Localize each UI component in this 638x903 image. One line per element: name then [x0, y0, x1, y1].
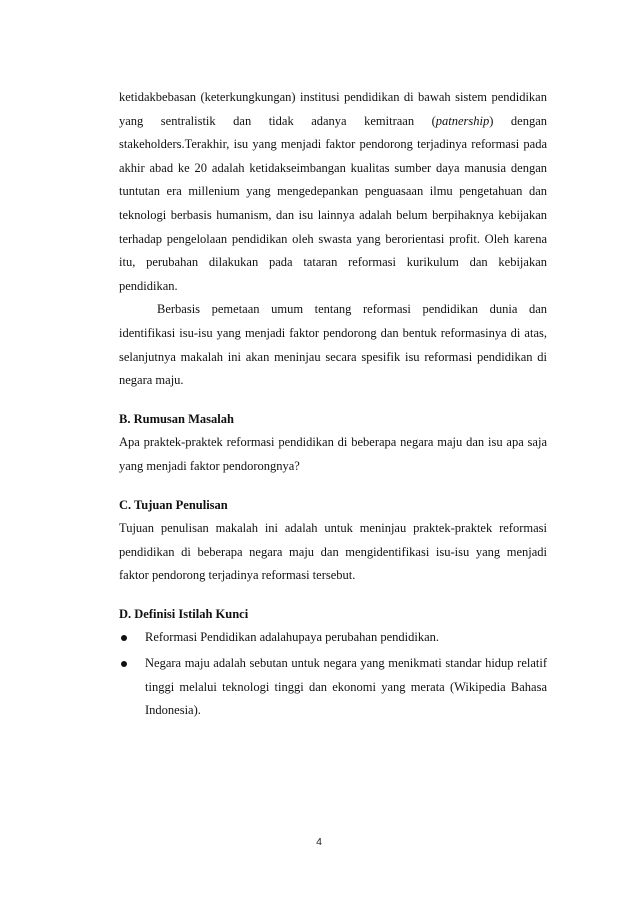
definition-item — [119, 652, 547, 723]
section-spacer — [119, 393, 547, 408]
section-spacer — [119, 479, 547, 494]
paragraph-1-text: ketidakbebasan (keterkungkungan) institusi pendidikan di bawah sistem pendidikan yang sentralistik dan tidak adanya kemitraan ( — [119, 90, 547, 128]
section-b-heading: B. Rumusan Masalah — [119, 411, 234, 426]
page-number: 4 — [316, 836, 322, 848]
section-c-text: Tujuan penulisan makalah ini adalah untuk meninjau praktek-praktek reformasi pendidikan di beberapa negara maju dan mengidentifikasi isu-isu yang menjadi faktor pendorong terjadinya reformasi tersebut. — [119, 521, 547, 583]
section-b-text: Apa praktek-praktek reformasi pendidikan di beberapa negara maju dan isu apa saja yang menjadi faktor pendorongnya? — [119, 435, 547, 473]
definition-text: Negara maju adalah sebutan untuk negara yang menikmati standar hidup relatif tinggi melalui teknologi tinggi dan ekonomi yang merata (Wikipedia Bahasa Indonesia). — [145, 656, 547, 718]
document-page — [119, 86, 547, 725]
paragraph-1-text-continued: ) dengan stakeholders.Terakhir, isu yang menjadi faktor pendorong terjadinya reformasi pada akhir abad ke 20 adalah ketidakseimbangan kualitas sumber daya manusia dengan tuntutan era millenium yang mengedepankan penguasaan ilmu pengetahuan dan teknologi berbasis humanism, dan isu lainnya adalah belum berpihaknya kebijakan terhadap pengelolaan pendidikan oleh swasta yang berorientasi profit. Oleh karena itu, perubahan dilakukan pada tataran reformasi kurikulum dan kebijakan pendidikan. — [119, 113, 547, 293]
body-paragraph-2: Berbasis pemetaan umum tentang reformasi pendidikan dunia dan identifikasi isu-isu yang menjadi faktor pendorong dan bentuk reformasinya di atas, selanjutnya makalah ini akan meninjau secara spesifik isu reformasi pendidikan di negara maju. — [119, 302, 547, 388]
bullet-icon — [121, 635, 127, 641]
paragraph-1-italic-term: patnership — [435, 113, 490, 128]
definition-text: Reformasi Pendidikan adalahupaya perubahan pendidikan. — [145, 630, 440, 645]
section-d-heading: D. Definisi Istilah Kunci — [119, 606, 249, 621]
bullet-icon — [121, 661, 127, 667]
definition-list — [119, 626, 547, 722]
definition-item — [119, 626, 547, 650]
section-spacer — [119, 588, 547, 603]
body-paragraph-1 — [119, 86, 547, 298]
section-c-heading: C. Tujuan Penulisan — [119, 497, 228, 512]
